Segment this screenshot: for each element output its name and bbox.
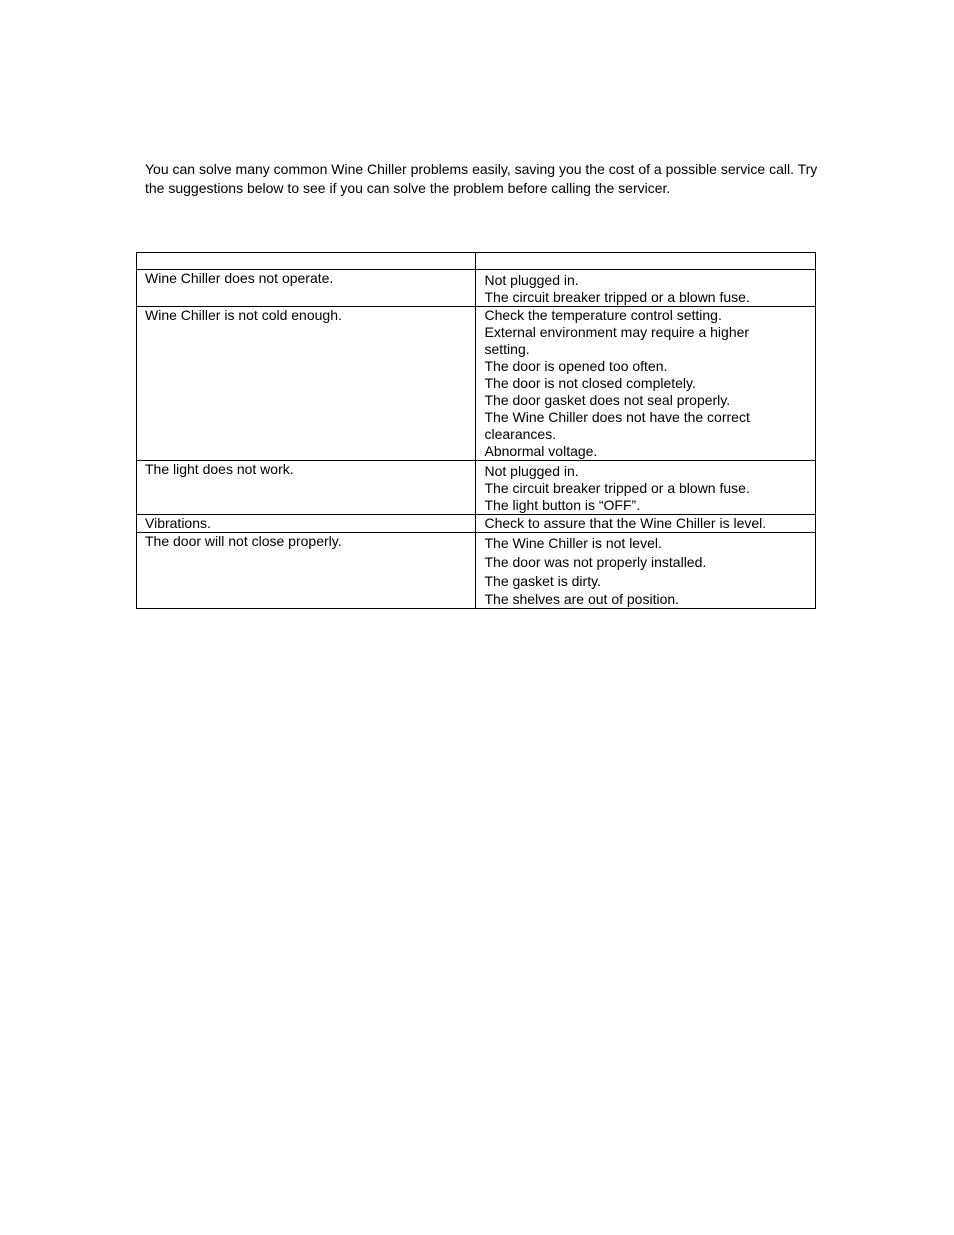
- cause-line: External environment may require a higher: [484, 324, 750, 340]
- cause-line: Not plugged in.: [484, 272, 579, 288]
- cause-cell: [476, 461, 816, 515]
- problem-cell: Vibrations.: [137, 515, 476, 533]
- cause-line: Not plugged in.: [484, 463, 579, 479]
- cause-line: Abnormal voltage.: [484, 443, 598, 459]
- table-row: [137, 270, 816, 307]
- cause-cell: [476, 515, 816, 533]
- cause-cell: [476, 270, 816, 307]
- cause-line: The shelves are out of position.: [484, 591, 680, 607]
- table-row: [137, 461, 816, 515]
- cause-line: The light button is “OFF”.: [484, 497, 641, 513]
- cause-line: The circuit breaker tripped or a blown fuse.: [484, 289, 750, 305]
- problem-cell: The light does not work.: [137, 461, 476, 515]
- cause-line: The Wine Chiller does not have the correct: [484, 409, 750, 425]
- problem-cell: Wine Chiller is not cold enough.: [137, 307, 476, 461]
- cause-line: The Wine Chiller is not level.: [484, 535, 662, 551]
- intro-text: You can solve many common Wine Chiller problems easily, saving you the cost of a possible service call. Try the suggestions below to see if you can solve the problem before calling the servicer.: [145, 161, 818, 196]
- cause-line: clearances.: [484, 426, 557, 442]
- table-header-row: [137, 253, 816, 270]
- table-row: [137, 515, 816, 533]
- intro-paragraph: [145, 160, 825, 198]
- troubleshooting-table: [136, 252, 816, 609]
- cause-line: The circuit breaker tripped or a blown fuse.: [484, 480, 750, 496]
- table-row: [137, 533, 816, 609]
- problem-cell: Wine Chiller does not operate.: [137, 270, 476, 307]
- header-cause: [476, 253, 816, 270]
- cause-line: The door gasket does not seal properly.: [484, 392, 731, 408]
- cause-line: The gasket is dirty.: [484, 573, 601, 589]
- cause-cell: [476, 533, 816, 609]
- table-row: [137, 307, 816, 461]
- cause-line: Check the temperature control setting.: [484, 307, 722, 323]
- cause-line: The door was not properly installed.: [484, 554, 707, 570]
- cause-line: The door is opened too often.: [484, 358, 668, 374]
- cause-line: The door is not closed completely.: [484, 375, 696, 391]
- cause-cell: [476, 307, 816, 461]
- header-problem: [137, 253, 476, 270]
- cause-line: Check to assure that the Wine Chiller is level.: [484, 515, 767, 531]
- problem-cell: The door will not close properly.: [137, 533, 476, 609]
- cause-line: setting.: [484, 341, 530, 357]
